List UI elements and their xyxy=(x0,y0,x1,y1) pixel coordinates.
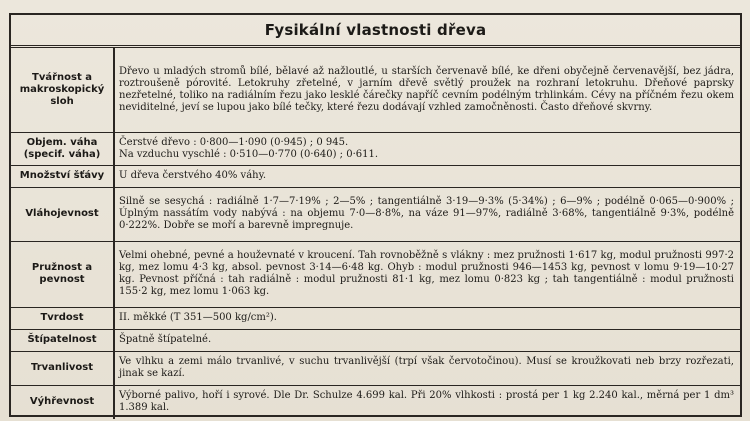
table-row xyxy=(11,165,740,187)
row-text-appearance: Dřevo u mladých stromů bílé, bělavé až nažloutlé, u starších červenavě bílé, ke dřeni obyčejně červenavější, bez jádra, roztroušeně pórovité. Letokruhy zřetelné, v jarním dřevě světlý proužek na rozhraní letokruhu. Dřeňové paprsky nezřetelné, toliko na radiálním řezu jako lesklé čárečky napříč cevním podélným trhlinkám. Cévy na příčném řezu okem neviditelné, jeví se lupou jako bílé tečky, které řezu dodávají vzhled zamočněnosti. Často dřeňové skvrny. xyxy=(119,65,734,113)
row-label-sap-content: Množství šťávy xyxy=(11,165,114,187)
row-text-hardness: II. měkké (T 351—500 kg/cm²). xyxy=(114,307,740,329)
table-title: Fysikální vlastnosti dřeva xyxy=(264,21,487,39)
row-text-moisture: Silně se sesychá : radiálně 1·7—7·19% ; 2—5% ; tangentiálně 3·19—9·3% (5·34%) ; 6—9% ; podélně 0·065—0·900% ; Úplným nassátím vody nabývá : na objemu 7·0—8·8%, na váze 91—97%, radiálně 3·68%, tangentiálně 9·3%, podélně 0·222%. Dobře se moří a barevně impregnuje. xyxy=(114,187,740,241)
properties-table xyxy=(11,48,740,419)
row-label-appearance: Tvářnost a makroskopický sloh xyxy=(11,48,114,132)
table-row xyxy=(11,48,740,132)
row-text-durability: Ve vlhku a zemi málo trvanlivé, v suchu trvanlivější (trpí však červotočinou). Musí se kroužkovati neb brzy rozřezati, jinak se kazí. xyxy=(114,351,740,385)
row-label-splitability: Štípatelnost xyxy=(11,329,114,351)
row-label-durability: Trvanlivost xyxy=(11,351,114,385)
table-row xyxy=(11,385,740,419)
row-label-elasticity: Pružnost a pevnost xyxy=(11,241,114,307)
row-label-heating-value: Výhřevnost xyxy=(11,385,114,419)
row-text-heating-value: Výborné palivo, hoří i syrové. Dle Dr. Schulze 4.699 kal. Při 20% vlhkosti : prostá per 1 kg 2.240 kal., měrná per 1 dm³ 1.389 kal. xyxy=(114,385,740,419)
row-label-hardness: Tvrdost xyxy=(11,307,114,329)
row-text-splitability: Špatně štípatelné. xyxy=(114,329,740,351)
table-row xyxy=(11,187,740,241)
title-row xyxy=(11,15,740,48)
row-text-sap-content: U dřeva čerstvého 40% váhy. xyxy=(114,165,740,187)
row-label-moisture: Vláhojevnost xyxy=(11,187,114,241)
table-row xyxy=(11,307,740,329)
table-row xyxy=(11,351,740,385)
table-row xyxy=(11,329,740,351)
row-label-density: Objem. váha (specif. váha) xyxy=(11,132,114,165)
row-text-density: Čerstvé dřevo : 0·800—1·090 (0·945) ; 0 945. Na vzduchu vyschlé : 0·510—0·770 (0·640) ; 0·611. xyxy=(114,132,740,165)
table-row xyxy=(11,132,740,165)
row-text-elasticity: Velmi ohebné, pevné a houževnaté v kroucení. Tah rovnoběžně s vlákny : mez pružnosti 1·617 kg, modul pružnosti 997·2 kg, mez lomu 4·3 kg, absol. pevnost 3·14—6·48 kg. Ohyb : modul pružnosti 946—1453 kg, pevnost v lomu 9·19—10·27 kg. Pevnost příčná : tah radiálně : modul pružnosti 81·1 kg, mez lomu 0·823 kg ; tah tangentiálně : modul pružnosti 155·2 kg, mez lomu 1·063 kg. xyxy=(114,241,740,307)
table-row xyxy=(11,241,740,307)
properties-table-frame xyxy=(9,13,742,417)
